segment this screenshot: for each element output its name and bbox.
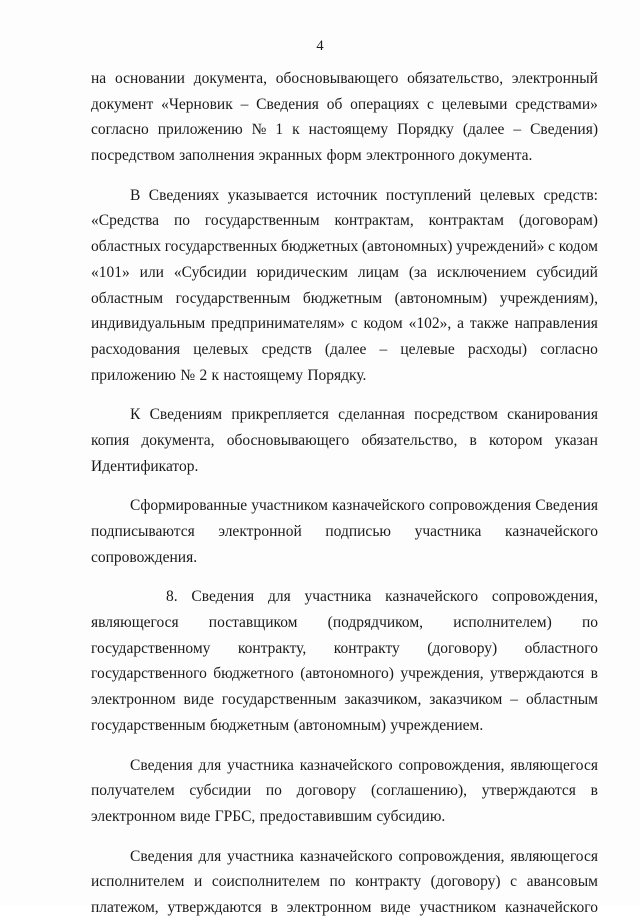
text-line: согласно приложению № 1 к настоящему Порядку (далее – Сведения)	[91, 121, 598, 139]
text-line: К Сведениям прикрепляется сделанная посредством сканирования	[130, 406, 598, 424]
text-line: получателем субсидии по договору (соглашению), утверждаются в	[91, 782, 598, 800]
text-line: исполнителем и соисполнителем по контракту (договору) с авансовым	[91, 873, 598, 891]
text-line: являющегося поставщиком (подрядчиком, исполнителем) по	[91, 614, 598, 632]
text-line: областных государственных бюджетных (автономных) учреждений» с кодом	[91, 238, 598, 256]
paragraph-p2	[91, 183, 598, 389]
text-line: расходования целевых средств (далее – целевые расходы) согласно	[91, 340, 598, 358]
text-line: Сформированные участником казначейского сопровождения Сведения	[130, 497, 598, 515]
paragraph-p5	[91, 584, 598, 738]
text-line: электронном виде ГРБС, предоставившим субсидию.	[91, 807, 446, 825]
text-line: 8. Сведения для участника казначейского сопровождения,	[166, 588, 598, 606]
text-line: платежом, утверждаются в электронном виде участником казначейского	[91, 898, 598, 916]
text-line: «101» или «Субсидии юридическим лицам (за исключением субсидий	[91, 263, 598, 281]
paragraph-p3	[91, 402, 598, 479]
text-line: Идентификатор.	[91, 457, 199, 475]
paragraph-p6	[91, 753, 598, 830]
text-line: индивидуальным предпринимателям» с кодом «102», а также направления	[91, 315, 598, 333]
text-line: областным государственным бюджетным (автономным) учреждениям),	[91, 289, 598, 307]
text-line: электронном виде государственным заказчиком, заказчиком – областным	[91, 691, 598, 709]
paragraph-p1	[91, 66, 598, 169]
text-line: государственным бюджетным (автономным) учреждением.	[91, 716, 484, 734]
text-line: копия документа, обосновывающего обязательство, в котором указан	[91, 431, 598, 449]
text-line: «Средства по государственным контрактам, контрактам (договорам)	[91, 212, 598, 230]
text-line: Сведения для участника казначейского сопровождения, являющегося	[130, 847, 598, 865]
text-line: Сведения для участника казначейского сопровождения, являющегося	[130, 756, 598, 774]
text-line: сопровождения.	[91, 548, 198, 566]
paragraph-p7	[91, 844, 598, 921]
text-line: государственному контракту, контракту (договору) областного	[91, 639, 598, 657]
text-line: подписываются электронной подписью участника казначейского	[91, 523, 598, 540]
text-line: на основании документа, обосновывающего обязательство, электронный	[91, 70, 598, 87]
text-line: государственного бюджетного (автономного) учреждения, утверждаются в	[91, 665, 598, 683]
text-line: посредством заполнения экранных форм электронного документа.	[91, 147, 533, 165]
document-body	[91, 66, 598, 921]
text-line: документ «Черновик – Сведения об операциях с целевыми средствами»	[91, 95, 598, 113]
page-number: 4	[316, 38, 324, 54]
text-line: приложению № 2 к настоящему Порядку.	[91, 366, 367, 384]
text-line: В Сведениях указывается источник поступлений целевых средств:	[130, 186, 598, 204]
paragraph-p4	[91, 493, 598, 570]
